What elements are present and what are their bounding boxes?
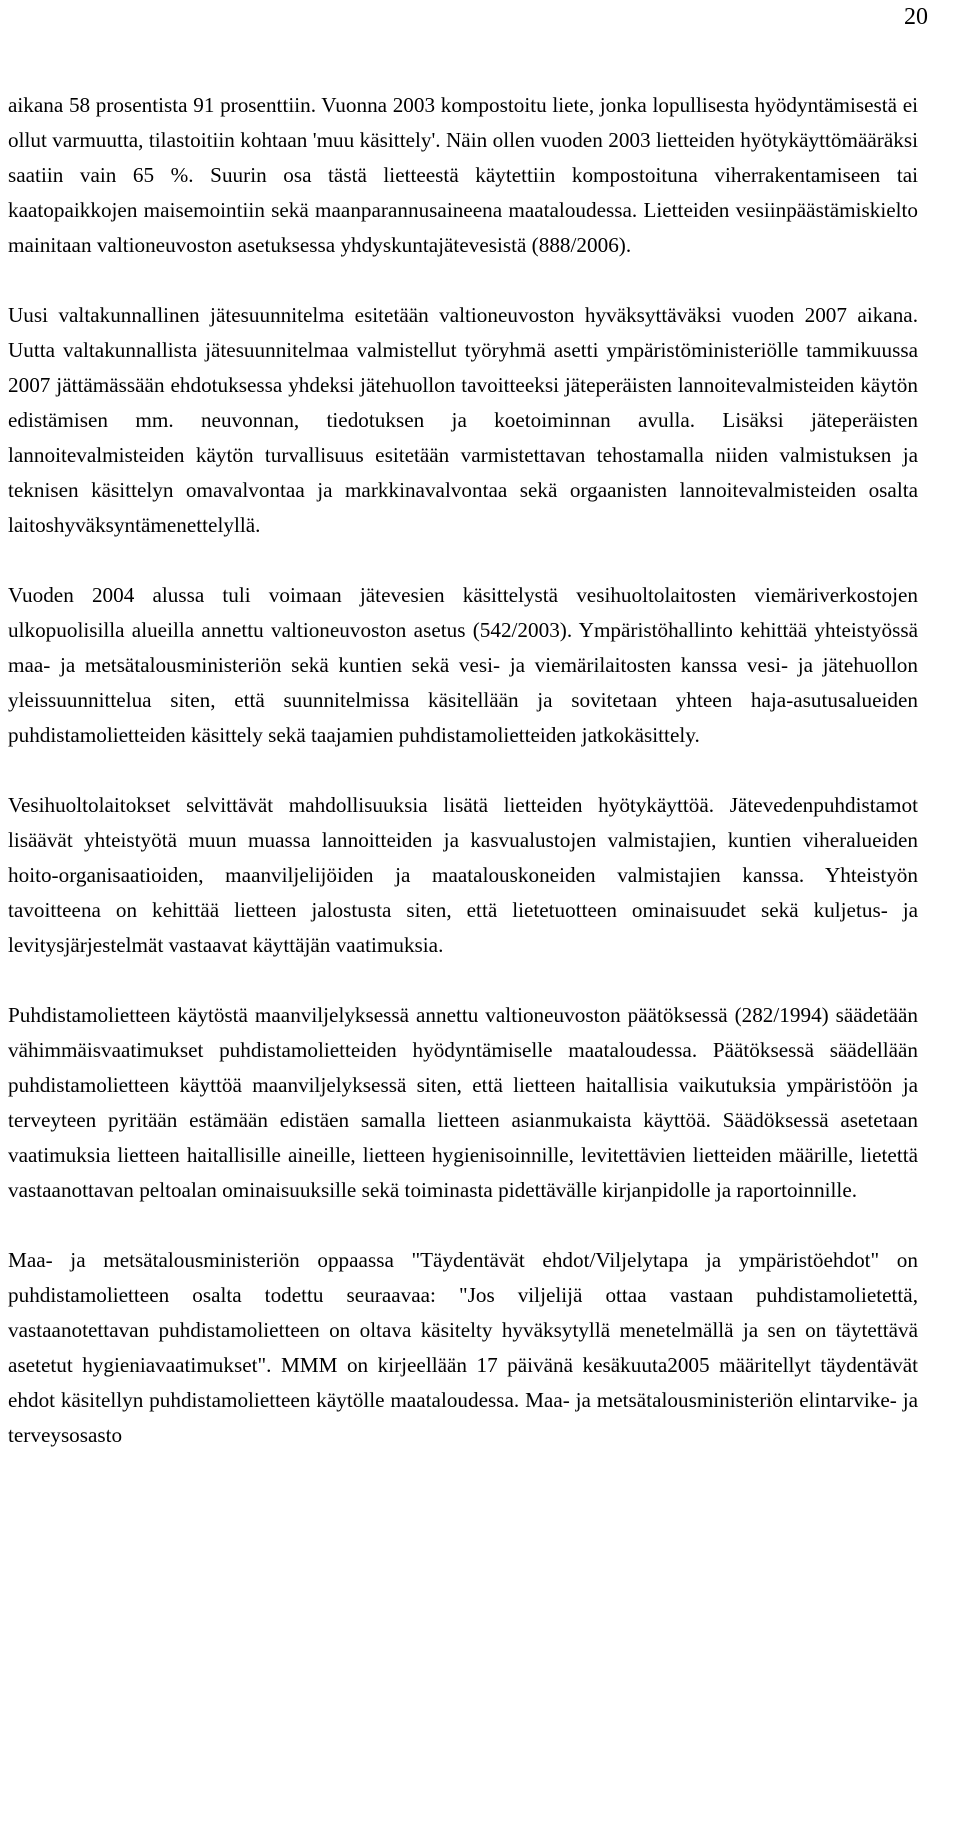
paragraph-6: Maa- ja metsätalousministeriön oppaassa "Täydentävät ehdot/Viljelytapa ja ympäristöehdot" on puhdistamolietteen osalta todettu seuraavaa: "Jos viljelijä ottaa vastaan puhdistamolietettä, vastaanotettavan puhdistamolietteen on oltava käsitelty hyväksytyllä menetelmällä ja sen on täytettävä asetetut hygieniavaatimukset". MMM on kirjeellään 17 päivänä kesäkuuta2005 määritellyt täydentävät ehdot käsitellyn puhdistamolietteen käytölle maataloudessa. Maa- ja metsätalousministeriön elintarvike- ja terveysosasto xyxy=(8,1248,918,1447)
paragraph-1: aikana 58 prosentista 91 prosenttiin. Vuonna 2003 kompostoitu liete, jonka lopullisesta hyödyntämisestä ei ollut varmuutta, tilastoitiin kohtaan 'muu käsittely'. Näin ollen vuoden 2003 lietteiden hyötykäyttömääräksi saatiin vain 65 %. Suurin osa tästä lietteestä käytettiin kompostoituna viherrakentamiseen tai kaatopaikkojen maisemointiin sekä maanparannusaineena maataloudessa. Lietteiden vesiinpäästämiskielto mainitaan valtioneuvoston asetuksessa yhdyskuntajätevesistä (888/2006). xyxy=(8,93,918,257)
paragraph-5: Puhdistamolietteen käytöstä maanviljelyksessä annettu valtioneuvoston päätöksessä (282/1994) säädetään vähimmäisvaatimukset puhdistamolietteiden hyödyntämiselle maataloudessa. Päätöksessä säädellään puhdistamolietteen käyttöä maanviljelyksessä siten, että lietteen haitallisia vaikutuksia ympäristöön ja terveyteen pyritään estämään edistäen samalla lietteen asianmukaista käyttöä. Säädöksessä asetetaan vaatimuksia lietteen haitallisille aineille, lietteen hygienisoinnille, levitettävien lietteiden määrille, lietettä vastaanottavan peltoalan ominaisuuksille sekä toiminasta pidettävälle kirjanpidolle ja raportoinnille. xyxy=(8,1003,918,1202)
page-number: 20 xyxy=(904,4,928,30)
document-body xyxy=(8,88,918,1488)
paragraph-3: Vuoden 2004 alussa tuli voimaan jätevesien käsittelystä vesihuoltolaitosten viemäriverkostojen ulkopuolisilla alueilla annettu valtioneuvoston asetus (542/2003). Ympäristöhallinto kehittää yhteistyössä maa- ja metsätalousministeriön sekä kuntien sekä vesi- ja viemärilaitosten kanssa vesi- ja jätehuollon yleissuunnittelua siten, että suunnitelmissa käsitellään ja sovitetaan yhteen haja-asutusalueiden puhdistamolietteiden käsittely sekä taajamien puhdistamolietteiden jatkokäsittely. xyxy=(8,583,918,747)
paragraph-2: Uusi valtakunnallinen jätesuunnitelma esitetään valtioneuvoston hyväksyttäväksi vuoden 2007 aikana. Uutta valtakunnallista jätesuunnitelmaa valmistellut työryhmä asetti ympäristöministeriölle tammikuussa 2007 jättämässään ehdotuksessa yhdeksi jätehuollon tavoitteeksi jäteperäisten lannoitevalmisteiden käytön edistämisen mm. neuvonnan, tiedotuksen ja koetoiminnan avulla. Lisäksi jäteperäisten lannoitevalmisteiden käytön turvallisuus esitetään varmistettavan tehostamalla niiden valmistuksen ja teknisen käsittelyn omavalvontaa ja markkinavalvontaa sekä orgaanisten lannoitevalmisteiden osalta laitoshyväksyntämenettelyllä. xyxy=(8,303,918,537)
paragraph-4: Vesihuoltolaitokset selvittävät mahdollisuuksia lisätä lietteiden hyötykäyttöä. Jätevedenpuhdistamot lisäävät yhteistyötä muun muassa lannoitteiden ja kasvualustojen valmistajien, kuntien viheralueiden hoito-organisaatioiden, maanviljelijöiden ja maatalouskoneiden valmistajien kanssa. Yhteistyön tavoitteena on kehittää lietteen jalostusta siten, että lietetuotteen ominaisuudet sekä kuljetus- ja levitysjärjestelmät vastaavat käyttäjän vaatimuksia. xyxy=(8,793,918,957)
